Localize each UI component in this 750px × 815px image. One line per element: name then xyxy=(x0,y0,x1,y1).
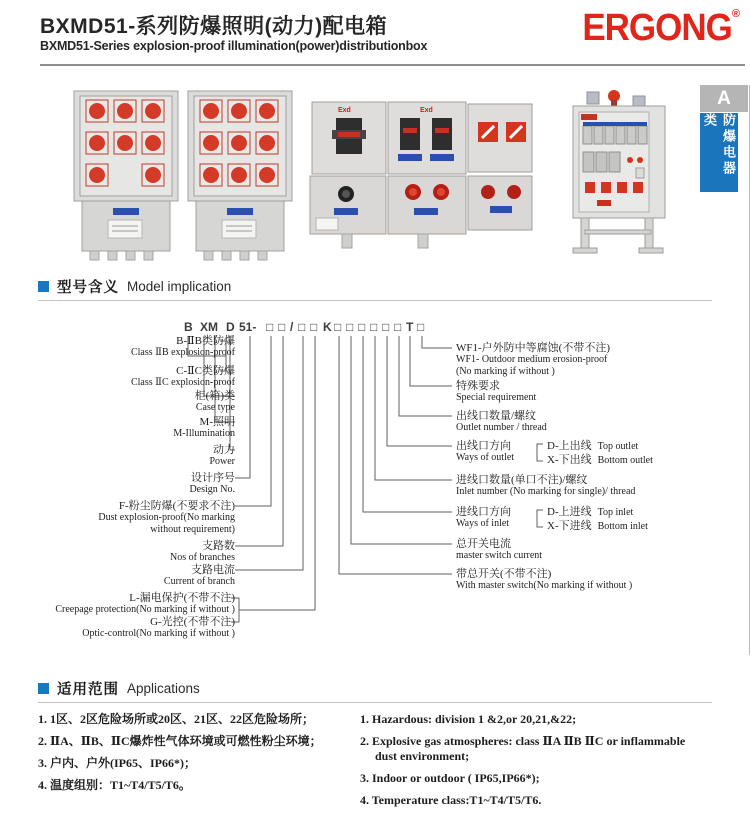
product-photo-floor-cabinet xyxy=(545,86,695,258)
diagram-label-class2c xyxy=(131,365,235,389)
label-cn: 进线口数量(单口不注)/螺纹 xyxy=(456,474,588,486)
diagram-label-power xyxy=(209,444,235,468)
section-divider xyxy=(38,702,712,703)
label-en: Outlet number / thread xyxy=(456,422,547,433)
label-en: Top inlet xyxy=(597,507,634,518)
model-code-token: K xyxy=(323,320,332,334)
list-item: 1. 1区、2区危险场所或20区、21区、22区危险场所； xyxy=(38,712,315,726)
section-title-en: Model implication xyxy=(127,279,232,294)
label-cn: M-照明 xyxy=(199,416,235,428)
label-en: WF1- Outdoor medium erosion-proof xyxy=(456,354,608,365)
list-item: 3. Indoor or outdoor ( IP65,IP66*); xyxy=(360,771,540,785)
label-cn: D-上出线 xyxy=(547,440,592,452)
list-item: 2. Explosive gas atmospheres: class ⅡA ⅡB ⅡC or inflammable dust environment; xyxy=(360,734,686,763)
category-tab-label: 防爆电器类 xyxy=(700,113,738,192)
brand-logo xyxy=(515,8,740,54)
label-en: Design No. xyxy=(189,484,235,495)
label-cn: 支路数 xyxy=(202,540,235,552)
list-item: 2. ⅡA、ⅡB、ⅡC爆炸性气体环境或可燃性粉尘环境； xyxy=(38,734,322,748)
label-cn: 设计序号 xyxy=(191,472,235,484)
product-photo-breaker-assembly xyxy=(308,92,538,252)
model-code-token: □ xyxy=(382,320,390,334)
label-en: Bottom inlet xyxy=(597,521,648,532)
label-en: Power xyxy=(209,456,235,467)
model-code-token: □ xyxy=(298,320,306,334)
diagram-label-master-switch xyxy=(456,568,632,592)
label-cn: 动力 xyxy=(213,444,235,456)
section-bullet-icon xyxy=(38,683,49,694)
label-cn: 带总开关(不带不注) xyxy=(456,568,552,580)
label-en: Class ⅡB explosion-proof xyxy=(130,347,235,358)
category-tab-letter: A xyxy=(700,85,748,112)
label-en: Case type xyxy=(195,402,235,413)
label-en: Top outlet xyxy=(597,441,639,452)
section-header-applications xyxy=(38,678,200,696)
page-title-chinese: BXMD51-系列防爆照明(动力)配电箱 xyxy=(40,15,388,38)
model-code-token: □ xyxy=(370,320,378,334)
diagram-label-design-no xyxy=(189,472,235,496)
svg-text:Exd: Exd xyxy=(420,107,433,114)
model-code-token: B xyxy=(184,320,193,334)
applications-list-chinese xyxy=(38,712,356,800)
diagram-sublabel-outlet-directions xyxy=(547,438,653,466)
label-en: With master switch(No marking if without ) xyxy=(456,580,633,591)
section-title-en: Applications xyxy=(127,681,200,696)
model-code-token: □ xyxy=(334,320,342,334)
section-header-model xyxy=(38,276,231,294)
label-en: Ways of inlet xyxy=(456,518,510,529)
diagram-label-branches xyxy=(170,540,235,564)
model-code-token: □ xyxy=(394,320,402,334)
diagram-label-dust-proof xyxy=(98,500,235,536)
model-code-token: □ xyxy=(278,320,286,334)
label-cn: 柜(箱)类 xyxy=(194,390,235,402)
registered-trademark-icon: ® xyxy=(731,8,740,20)
section-bullet-icon xyxy=(38,281,49,292)
page-title-english: BXMD51-Series explosion-proof illumination(power)distributionbox xyxy=(40,39,428,53)
label-cn: WF1-户外防中等腐蚀(不带不注) xyxy=(456,342,610,354)
label-cn: 出线口数量/螺纹 xyxy=(456,410,537,422)
model-code-diagram xyxy=(0,308,750,656)
label-cn: F-粉尘防爆(不要求不注) xyxy=(118,500,235,512)
label-cn: 支路电流 xyxy=(191,564,235,576)
model-code-token: □ xyxy=(310,320,318,334)
model-code-token: T xyxy=(406,320,414,334)
label-en: Current of branch xyxy=(163,576,235,587)
diagram-label-optic-control xyxy=(82,616,235,640)
model-code-token: 51- xyxy=(239,320,257,334)
label-cn: 进线口方向 xyxy=(456,506,511,518)
diagram-label-master-current xyxy=(456,538,542,562)
svg-text:Exd: Exd xyxy=(338,107,351,114)
section-title-cn: 型号含义 xyxy=(57,280,119,296)
diagram-label-outlet-ways xyxy=(456,440,514,464)
label-cn: 总开关电流 xyxy=(456,538,511,550)
list-item: 4. 温度组别：T1~T4/T5/T6。 xyxy=(38,778,191,792)
diagram-label-outlet-number xyxy=(456,410,547,434)
label-en: Dust explosion-proof(No marking xyxy=(98,512,235,523)
product-photo-twin-distribution-boxes xyxy=(58,88,308,263)
model-code-token: □ xyxy=(417,320,425,334)
label-en: Class ⅡC explosion-proof xyxy=(130,377,235,388)
list-item: 1. Hazardous: division 1 &2,or 20,21,&22; xyxy=(360,712,577,726)
label-en: Creepage protection(No marking if without ) xyxy=(55,604,235,615)
list-item: 3. 户内、户外(IP65、IP66*)； xyxy=(38,756,196,770)
model-code-token: □ xyxy=(266,320,274,334)
label-en: without requirement) xyxy=(150,524,235,535)
model-code-token: XM xyxy=(200,320,218,334)
diagram-label-special-requirement xyxy=(456,380,536,404)
header-divider xyxy=(40,64,745,66)
brand-logo-text: ERGONG xyxy=(582,6,732,49)
label-en: (No marking if without ) xyxy=(456,366,555,377)
label-cn: L-漏电保护(不带不注) xyxy=(129,592,235,604)
label-cn: X-下出线 xyxy=(547,454,592,466)
label-cn: 出线口方向 xyxy=(456,440,511,452)
category-tab xyxy=(700,85,748,192)
model-code-token: □ xyxy=(358,320,366,334)
diagram-label-branch-current xyxy=(164,564,235,588)
diagram-label-inlet-ways xyxy=(456,506,511,530)
label-cn: 特殊要求 xyxy=(456,380,500,392)
label-en: master switch current xyxy=(456,550,543,561)
label-en: Bottom outlet xyxy=(597,455,653,466)
label-en: Inlet number (No marking for single)/ thread xyxy=(456,486,636,497)
diagram-sublabel-inlet-directions xyxy=(547,504,648,532)
diagram-label-creepage xyxy=(55,592,235,616)
label-cn: B-ⅡB类防爆 xyxy=(176,335,235,347)
diagram-label-wf1 xyxy=(456,342,610,378)
list-item: 4. Temperature class:T1~T4/T5/T6. xyxy=(360,793,542,807)
model-code-token: D xyxy=(226,320,235,334)
label-en: Nos of branches xyxy=(170,552,235,563)
label-cn: D-上进线 xyxy=(547,506,592,518)
label-en: Optic-control(No marking if without ) xyxy=(82,628,235,639)
model-code-token: / xyxy=(290,320,294,334)
diagram-label-inlet-number xyxy=(456,474,635,498)
label-en: M-Illumination xyxy=(173,428,235,439)
label-cn: X-下进线 xyxy=(547,520,592,532)
label-cn: C-ⅡC类防爆 xyxy=(176,365,235,377)
label-en: Ways of outlet xyxy=(456,452,515,463)
applications-list-english xyxy=(360,712,696,815)
diagram-label-illumination xyxy=(173,416,235,440)
model-code-token: □ xyxy=(346,320,354,334)
diagram-label-case-type xyxy=(195,390,235,414)
label-cn: G-光控(不带不注) xyxy=(150,616,235,628)
section-divider xyxy=(38,300,712,301)
diagram-label-class2b xyxy=(131,335,235,359)
label-en: Special requirement xyxy=(456,392,537,403)
section-title-cn: 适用范围 xyxy=(57,682,119,698)
